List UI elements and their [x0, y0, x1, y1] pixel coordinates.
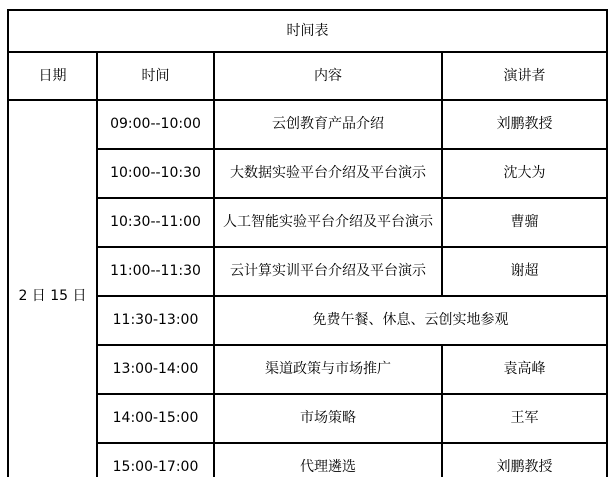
content-cell: 云计算实训平台介绍及平台演示 — [214, 247, 442, 296]
table-row — [8, 345, 607, 394]
speaker-cell: 刘鹏教授 — [442, 443, 607, 477]
header-time: 时间 — [97, 52, 214, 100]
table-row — [8, 149, 607, 198]
table-row — [8, 100, 607, 149]
header-speaker: 演讲者 — [442, 52, 607, 100]
content-cell: 云创教育产品介绍 — [214, 100, 442, 149]
speaker-cell: 袁高峰 — [442, 345, 607, 394]
time-cell: 14:00-15:00 — [97, 394, 214, 443]
time-cell: 13:00-14:00 — [97, 345, 214, 394]
content-cell: 大数据实验平台介绍及平台演示 — [214, 149, 442, 198]
time-cell: 11:30-13:00 — [97, 296, 214, 345]
time-cell: 11:00--11:30 — [97, 247, 214, 296]
content-cell: 渠道政策与市场推广 — [214, 345, 442, 394]
title-row — [8, 10, 607, 52]
header-date: 日期 — [8, 52, 97, 100]
date-cell: 2 日 15 日 — [8, 100, 97, 477]
table-row — [8, 443, 607, 477]
time-cell: 09:00--10:00 — [97, 100, 214, 149]
table-row — [8, 198, 607, 247]
header-content: 内容 — [214, 52, 442, 100]
table-row — [8, 296, 607, 345]
table-row — [8, 394, 607, 443]
speaker-cell: 曹骝 — [442, 198, 607, 247]
speaker-cell: 王军 — [442, 394, 607, 443]
content-cell: 人工智能实验平台介绍及平台演示 — [214, 198, 442, 247]
time-cell: 15:00-17:00 — [97, 443, 214, 477]
content-cell-merged: 免费午餐、休息、云创实地参观 — [214, 296, 607, 345]
timetable-title: 时间表 — [8, 10, 607, 52]
speaker-cell: 沈大为 — [442, 149, 607, 198]
content-cell: 代理遴选 — [214, 443, 442, 477]
table-row — [8, 247, 607, 296]
time-cell: 10:30--11:00 — [97, 198, 214, 247]
header-row — [8, 52, 607, 100]
content-cell: 市场策略 — [214, 394, 442, 443]
speaker-cell: 刘鹏教授 — [442, 100, 607, 149]
time-cell: 10:00--10:30 — [97, 149, 214, 198]
timetable — [7, 9, 608, 477]
speaker-cell: 谢超 — [442, 247, 607, 296]
